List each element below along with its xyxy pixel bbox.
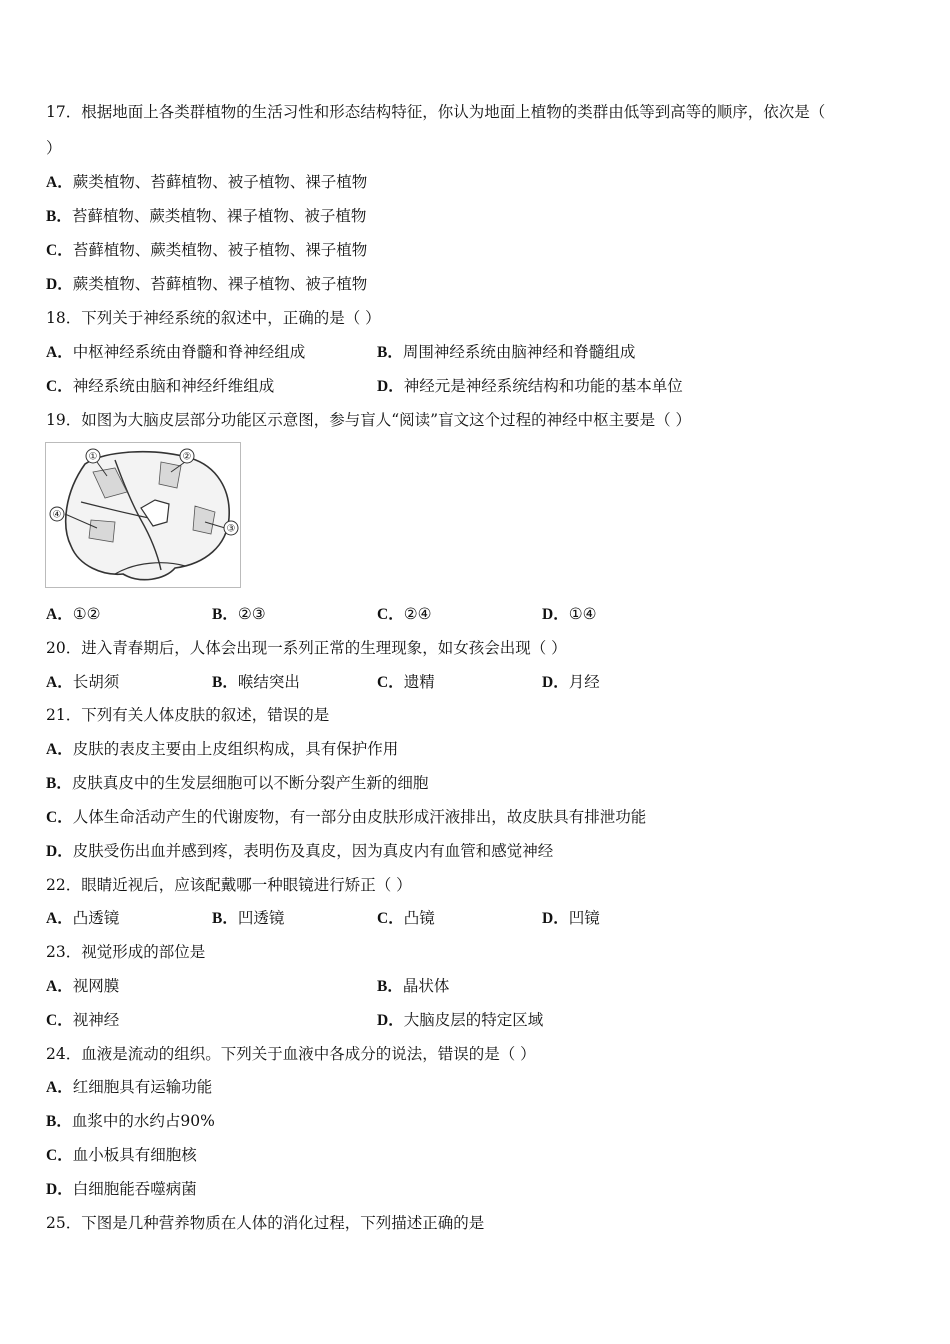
option-text: 凸透镜 bbox=[72, 909, 120, 927]
q19-option-b bbox=[212, 604, 266, 625]
q18-option-b bbox=[377, 342, 635, 363]
option-letter: B． bbox=[212, 606, 238, 623]
option-text: 血小板具有细胞核 bbox=[72, 1146, 197, 1164]
option-letter: A． bbox=[46, 910, 73, 927]
q18-option-d bbox=[377, 376, 683, 397]
option-text: 人体生命活动产生的代谢废物，有一部分由皮肤形成汗液排出，故皮肤具有排泄功能 bbox=[72, 808, 647, 826]
q18-option-c bbox=[46, 376, 274, 397]
q19-option-c bbox=[377, 604, 432, 625]
option-letter: A． bbox=[46, 674, 73, 691]
q20-option-c bbox=[377, 672, 435, 693]
q22-option-b bbox=[212, 908, 284, 929]
figure-label-1: ① bbox=[88, 451, 98, 463]
option-letter: D． bbox=[542, 674, 569, 691]
q19-option-a bbox=[46, 604, 101, 625]
q20-option-d bbox=[542, 672, 600, 693]
q17-option-c bbox=[46, 240, 367, 261]
option-text: 视神经 bbox=[72, 1011, 120, 1029]
option-text: 大脑皮层的特定区域 bbox=[403, 1011, 544, 1029]
option-letter: A． bbox=[46, 978, 73, 995]
option-letter: D． bbox=[46, 1181, 73, 1198]
option-letter: B． bbox=[377, 978, 403, 995]
option-text: 皮肤真皮中的生发层细胞可以不断分裂产生新的细胞 bbox=[71, 774, 429, 792]
question-23-stem: 23．视觉形成的部位是 bbox=[46, 943, 206, 961]
q23-option-d bbox=[377, 1010, 543, 1031]
option-letter: A． bbox=[46, 344, 73, 361]
q21-option-c bbox=[46, 807, 646, 828]
figure-label-3: ③ bbox=[226, 523, 236, 535]
option-text: 月经 bbox=[568, 673, 600, 691]
option-text: 视网膜 bbox=[72, 977, 120, 995]
option-letter: B． bbox=[46, 775, 72, 792]
q21-option-a bbox=[46, 739, 398, 760]
option-text: 神经元是神经系统结构和功能的基本单位 bbox=[403, 377, 683, 395]
q17-option-a bbox=[46, 172, 367, 193]
option-letter: B． bbox=[46, 1113, 72, 1130]
q19-option-d bbox=[542, 604, 597, 625]
option-text: ①④ bbox=[568, 605, 597, 623]
option-text: 苔藓植物、蕨类植物、裸子植物、被子植物 bbox=[71, 207, 367, 225]
option-text: 苔藓植物、蕨类植物、被子植物、裸子植物 bbox=[72, 241, 368, 259]
q23-option-b bbox=[377, 976, 449, 997]
option-text: 蕨类植物、苔藓植物、裸子植物、被子植物 bbox=[72, 275, 368, 293]
option-text: 凹镜 bbox=[568, 909, 600, 927]
question-17-stem: 17．根据地面上各类群植物的生活习性和形态结构特征，你认为地面上植物的类群由低等到高等的顺序，依次是（ bbox=[46, 103, 826, 121]
q18-option-a bbox=[46, 342, 305, 363]
option-text: ②④ bbox=[403, 605, 432, 623]
option-text: 周围神经系统由脑神经和脊髓组成 bbox=[402, 343, 636, 361]
option-letter: C． bbox=[46, 242, 73, 259]
option-letter: B． bbox=[212, 910, 238, 927]
option-letter: C． bbox=[46, 809, 73, 826]
option-text: 晶状体 bbox=[402, 977, 450, 995]
option-letter: C． bbox=[377, 674, 404, 691]
q24-option-c bbox=[46, 1145, 197, 1166]
option-text: 凸镜 bbox=[403, 909, 435, 927]
option-text: 红细胞具有运输功能 bbox=[72, 1078, 213, 1096]
option-text: 白细胞能吞噬病菌 bbox=[72, 1180, 197, 1198]
option-text: 皮肤受伤出血并感到疼，表明伤及真皮，因为真皮内有血管和感觉神经 bbox=[72, 842, 554, 860]
question-19-stem: 19．如图为大脑皮层部分功能区示意图，参与盲人“阅读”盲文这个过程的神经中枢主要是（ ） bbox=[46, 411, 692, 429]
q22-option-c bbox=[377, 908, 435, 929]
figure-label-2: ② bbox=[182, 451, 192, 463]
q23-option-a bbox=[46, 976, 119, 997]
question-21-stem: 21．下列有关人体皮肤的叙述，错误的是 bbox=[46, 706, 330, 724]
q24-option-a bbox=[46, 1077, 212, 1098]
brain-cortex-diagram bbox=[45, 442, 241, 588]
option-letter: D． bbox=[46, 276, 73, 293]
option-text: 血浆中的水约占90% bbox=[71, 1112, 215, 1130]
question-17-stem-continued: ） bbox=[46, 139, 62, 157]
option-letter: A． bbox=[46, 606, 73, 623]
question-25-stem: 25．下图是几种营养物质在人体的消化过程，下列描述正确的是 bbox=[46, 1214, 485, 1232]
option-letter: C． bbox=[377, 606, 404, 623]
figure-label-4: ④ bbox=[52, 509, 62, 521]
q20-option-a bbox=[46, 672, 119, 693]
option-letter: D． bbox=[377, 378, 404, 395]
option-letter: A． bbox=[46, 174, 73, 191]
option-text: 喉结突出 bbox=[237, 673, 300, 691]
option-text: 中枢神经系统由脊髓和脊神经组成 bbox=[72, 343, 306, 361]
option-text: 皮肤的表皮主要由上皮组织构成，具有保护作用 bbox=[72, 740, 399, 758]
option-text: 神经系统由脑和神经纤维组成 bbox=[72, 377, 275, 395]
q21-option-d bbox=[46, 841, 553, 862]
option-text: ②③ bbox=[237, 605, 266, 623]
option-letter: C． bbox=[46, 1012, 73, 1029]
q20-option-b bbox=[212, 672, 300, 693]
option-letter: A． bbox=[46, 741, 73, 758]
q17-option-d bbox=[46, 274, 367, 295]
question-24-stem: 24．血液是流动的组织。下列关于血液中各成分的说法，错误的是（ ） bbox=[46, 1045, 536, 1063]
option-letter: C． bbox=[46, 378, 73, 395]
option-letter: B． bbox=[46, 208, 72, 225]
q21-option-b bbox=[46, 773, 428, 794]
q22-option-d bbox=[542, 908, 600, 929]
q17-option-b bbox=[46, 206, 366, 227]
option-text: 长胡须 bbox=[72, 673, 120, 691]
option-letter: B． bbox=[377, 344, 403, 361]
option-letter: D． bbox=[377, 1012, 404, 1029]
q23-option-c bbox=[46, 1010, 119, 1031]
option-letter: D． bbox=[542, 910, 569, 927]
question-22-stem: 22．眼睛近视后，应该配戴哪一种眼镜进行矫正（ ） bbox=[46, 876, 412, 894]
question-20-stem: 20．进入青春期后，人体会出现一系列正常的生理现象，如女孩会出现（ ） bbox=[46, 639, 567, 657]
q24-option-d bbox=[46, 1179, 197, 1200]
option-letter: C． bbox=[377, 910, 404, 927]
option-text: 蕨类植物、苔藓植物、被子植物、裸子植物 bbox=[72, 173, 368, 191]
question-18-stem: 18．下列关于神经系统的叙述中，正确的是（ ） bbox=[46, 309, 381, 327]
option-letter: C． bbox=[46, 1147, 73, 1164]
option-letter: A． bbox=[46, 1079, 73, 1096]
option-letter: D． bbox=[542, 606, 569, 623]
q22-option-a bbox=[46, 908, 119, 929]
option-text: 遗精 bbox=[403, 673, 435, 691]
q24-option-b bbox=[46, 1111, 215, 1132]
option-letter: D． bbox=[46, 843, 73, 860]
option-letter: B． bbox=[212, 674, 238, 691]
option-text: ①② bbox=[72, 605, 101, 623]
option-text: 凹透镜 bbox=[237, 909, 285, 927]
